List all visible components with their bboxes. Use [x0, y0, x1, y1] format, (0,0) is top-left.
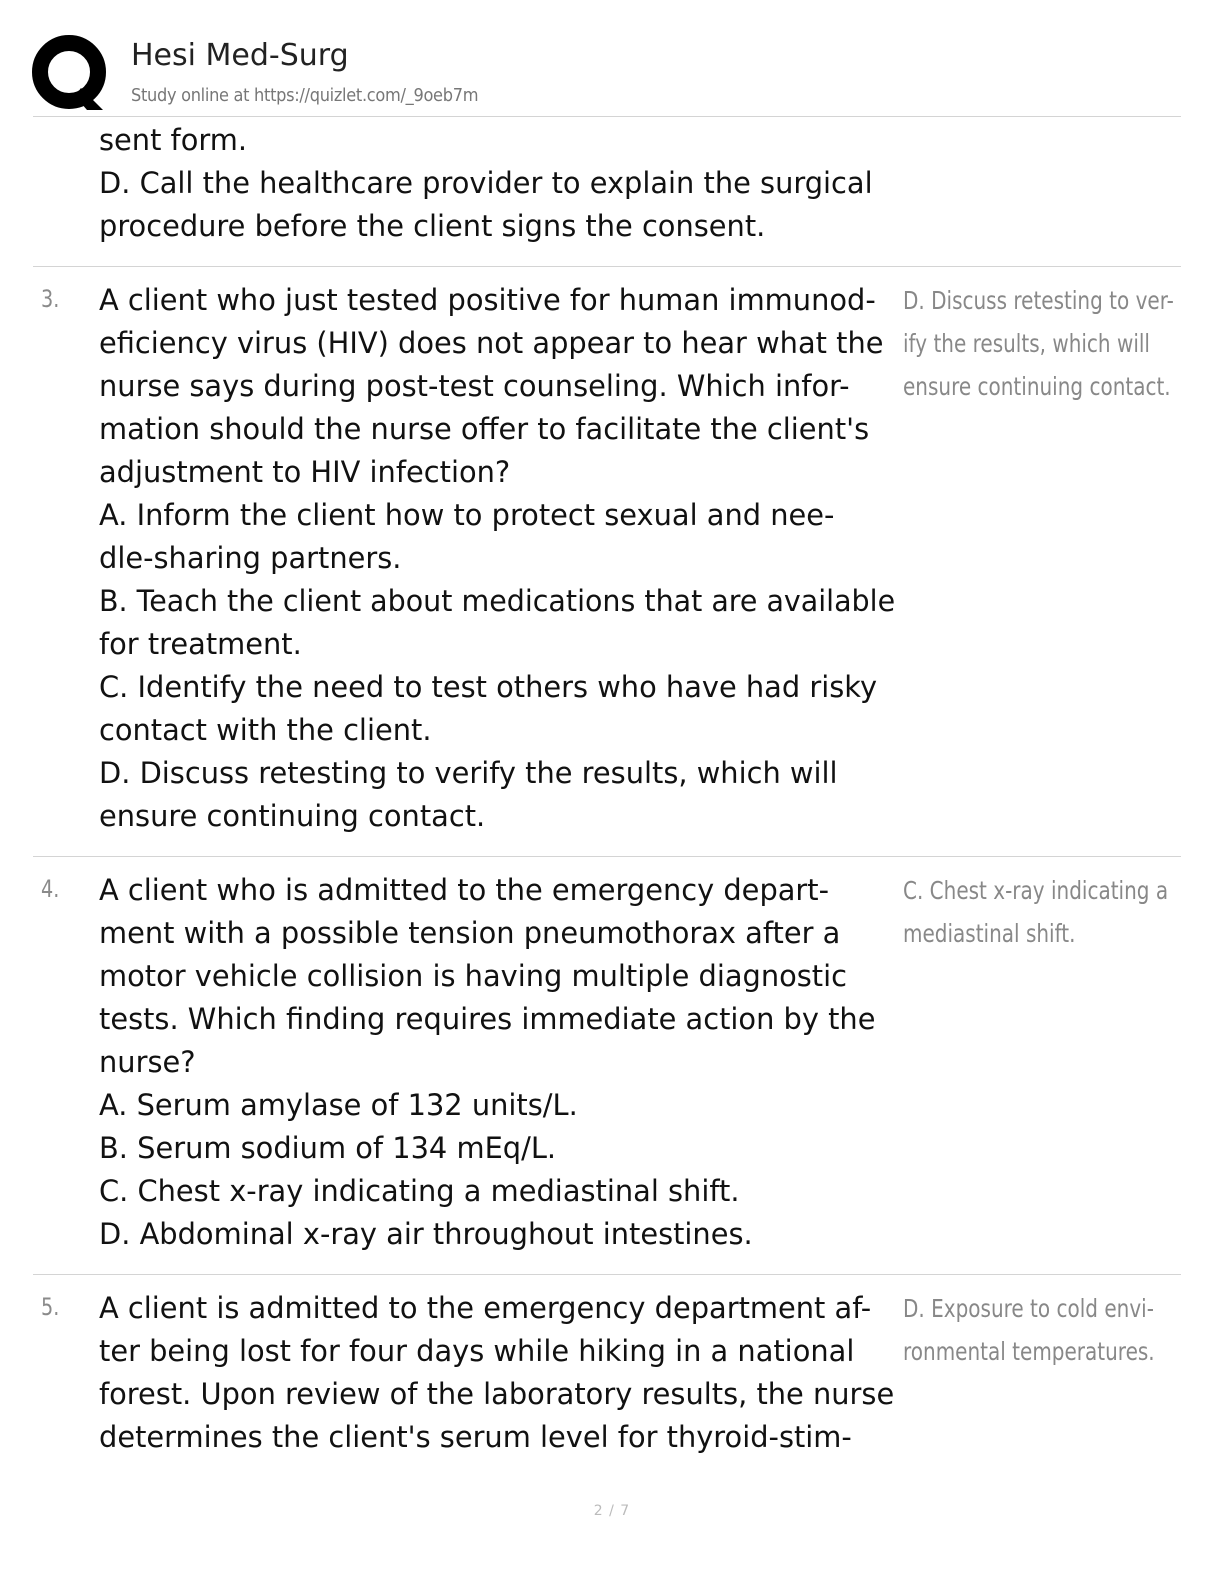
- text-line: sent form.: [99, 123, 248, 157]
- text-line: mation should the nurse offer to facilitate the client's: [99, 412, 870, 446]
- answer-line: ensure continuing contact.: [903, 372, 1171, 401]
- answer-line: D. Exposure to cold envi-: [903, 1294, 1154, 1323]
- text-line: determines the client's serum level for thyroid-stim-: [99, 1420, 852, 1454]
- study-online-link[interactable]: Study online at https://quizlet.com/_9oeb7m: [131, 85, 479, 106]
- text-line: procedure before the client signs the consent.: [99, 209, 766, 243]
- text-line: dle-sharing partners.: [99, 541, 402, 575]
- header-divider: [33, 116, 1181, 117]
- answer-line: D. Discuss retesting to ver-: [903, 286, 1174, 315]
- text-line: eficiency virus (HIV) does not appear to hear what the: [99, 326, 884, 360]
- text-line: motor vehicle collision is having multiple diagnostic: [99, 959, 848, 993]
- answer-text: [903, 279, 1224, 408]
- text-line: tests. Which finding requires immediate action by the: [99, 1002, 876, 1036]
- row-divider: [33, 856, 1181, 857]
- text-line: D. Call the healthcare provider to explain the surgical: [99, 166, 873, 200]
- text-line: D. Abdominal x-ray air throughout intestines.: [99, 1217, 753, 1251]
- text-line: B. Serum sodium of 134 mEq/L.: [99, 1131, 557, 1165]
- answer-text: [903, 869, 1224, 955]
- row-divider: [33, 266, 1181, 267]
- answer-text: [903, 1287, 1218, 1373]
- answer-line: mediastinal shift.: [903, 919, 1076, 948]
- text-line: adjustment to HIV infection?: [99, 455, 511, 489]
- answer-line: ronmental temperatures.: [903, 1337, 1155, 1366]
- text-line: ter being lost for four days while hiking in a national: [99, 1334, 855, 1368]
- question-text: [99, 279, 899, 838]
- question-number: 3.: [41, 285, 60, 313]
- quizlet-logo-icon: [31, 34, 111, 114]
- page-number: 2 / 7: [593, 1503, 631, 1519]
- answer-line: C. Chest x-ray indicating a: [903, 876, 1169, 905]
- row-divider: [33, 1274, 1181, 1275]
- text-line: A client who is admitted to the emergency depart-: [99, 873, 830, 907]
- continued-question-text: [99, 119, 899, 248]
- answer-line: ify the results, which will: [903, 329, 1150, 358]
- text-line: C. Identify the need to test others who have had risky: [99, 670, 878, 704]
- text-line: ment with a possible tension pneumothorax after a: [99, 916, 841, 950]
- text-line: D. Discuss retesting to verify the results, which will: [99, 756, 838, 790]
- text-line: A client who just tested positive for human immunod-: [99, 283, 876, 317]
- text-line: ensure continuing contact.: [99, 799, 486, 833]
- question-number: 5.: [41, 1293, 60, 1321]
- text-line: A. Inform the client how to protect sexual and nee-: [99, 498, 835, 532]
- question-text: [99, 1287, 899, 1459]
- text-line: C. Chest x-ray indicating a mediastinal shift.: [99, 1174, 740, 1208]
- text-line: forest. Upon review of the laboratory results, the nurse: [99, 1377, 895, 1411]
- text-line: nurse?: [99, 1045, 196, 1079]
- question-number: 4.: [41, 875, 60, 903]
- text-line: A client is admitted to the emergency department af-: [99, 1291, 872, 1325]
- text-line: nurse says during post-test counseling. Which infor-: [99, 369, 850, 403]
- question-text: [99, 869, 899, 1256]
- text-line: B. Teach the client about medications that are available: [99, 584, 896, 618]
- text-line: A. Serum amylase of 132 units/L.: [99, 1088, 578, 1122]
- deck-title: Hesi Med-Surg: [131, 38, 349, 73]
- text-line: for treatment.: [99, 627, 302, 661]
- text-line: contact with the client.: [99, 713, 432, 747]
